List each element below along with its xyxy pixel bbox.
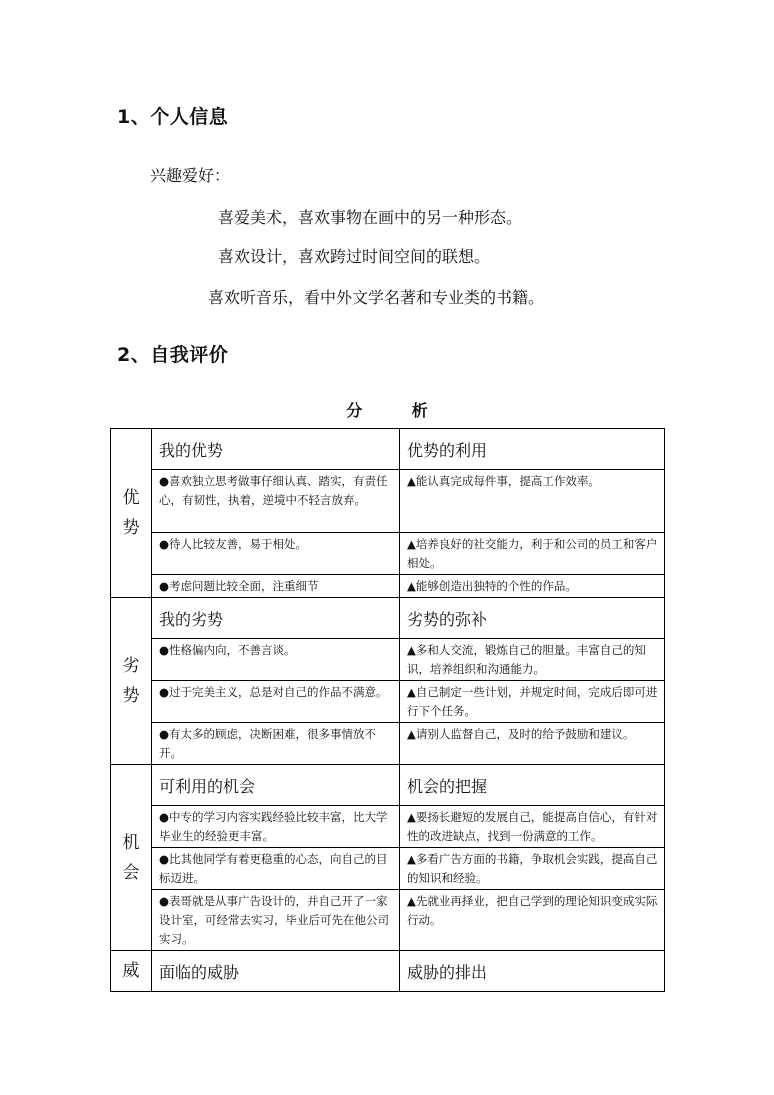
section-2-title: 2、自我评价 — [117, 344, 229, 366]
weakness-fix-item: ▲自己制定一些计划，并规定时间，完成后即可进行下个任务。 — [400, 681, 665, 723]
opportunity-grasp-item: ▲多看广告方面的书籍，争取机会实践，提高自己的知识和经验。 — [400, 848, 665, 890]
weakness-fix-item: ▲多和人交流，锻炼自己的胆量。丰富自己的知识，培养组织和沟通能力。 — [400, 639, 665, 681]
weaknesses-header-row — [111, 598, 665, 639]
table-row — [111, 681, 665, 723]
opportunity-item: ●表哥就是从事广告设计的，并自己开了一家设计室，可经常去实习，毕业后可先在他公司实习。 — [152, 890, 400, 951]
weakness-fix-item: ▲请别人监督自己，及时的给予鼓励和建议。 — [400, 723, 665, 765]
strengths-category: 优 势 — [111, 429, 152, 598]
weaknesses-head-right: 劣势的弥补 — [400, 598, 665, 639]
table-caption: 分 析 — [346, 401, 450, 420]
opportunity-item: ●比其他同学有着更稳重的心态，向自己的目标迈进。 — [152, 848, 400, 890]
strengths-head-right: 优势的利用 — [400, 429, 665, 470]
strengths-head-left: 我的优势 — [152, 429, 400, 470]
threats-head-right: 威胁的排出 — [400, 951, 665, 992]
hobby-label: 兴趣爱好： — [150, 166, 231, 185]
table-row — [111, 639, 665, 681]
table-row — [111, 806, 665, 848]
table-row — [111, 723, 665, 765]
table-row — [111, 575, 665, 598]
weakness-item: ●有太多的顾虑，决断困难，很多事情放不开。 — [152, 723, 400, 765]
opportunity-grasp-item: ▲要扬长避短的发展自己，能提高自信心，有针对性的改进缺点，找到一份满意的工作。 — [400, 806, 665, 848]
swot-table — [110, 428, 665, 992]
strength-use-item: ▲能够创造出独特的个性的作品。 — [400, 575, 665, 598]
opportunities-category: 机 会 — [111, 765, 152, 951]
table-row — [111, 470, 665, 533]
weakness-item: ●性格偏内向，不善言谈。 — [152, 639, 400, 681]
strength-item: ●考虑问题比较全面，注重细节 — [152, 575, 400, 598]
weaknesses-head-left: 我的劣势 — [152, 598, 400, 639]
hobby-line-2: 喜欢设计，喜欢跨过时间空间的联想。 — [218, 247, 491, 266]
strength-item: ●待人比较友善，易于相处。 — [152, 533, 400, 575]
strengths-header-row — [111, 429, 665, 470]
opportunity-item: ●中专的学习内容实践经验比较丰富，比大学毕业生的经验更丰富。 — [152, 806, 400, 848]
strength-item: ●喜欢独立思考做事仔细认真、踏实，有责任心，有韧性，执着，逆境中不轻言放弃。 — [152, 470, 400, 533]
table-row — [111, 533, 665, 575]
weaknesses-category: 劣 势 — [111, 598, 152, 765]
threats-header-row — [111, 951, 665, 992]
table-row — [111, 848, 665, 890]
opportunity-grasp-item: ▲先就业再择业，把自己学到的理论知识变成实际行动。 — [400, 890, 665, 951]
opportunities-header-row — [111, 765, 665, 806]
weakness-item: ●过于完美主义，总是对自己的作品不满意。 — [152, 681, 400, 723]
opportunities-head-left: 可利用的机会 — [152, 765, 400, 806]
threats-head-left: 面临的威胁 — [152, 951, 400, 992]
threats-category: 威 — [111, 951, 152, 992]
opportunities-head-right: 机会的把握 — [400, 765, 665, 806]
hobby-line-3: 喜欢听音乐，看中外文学名著和专业类的书籍。 — [208, 288, 545, 307]
strength-use-item: ▲培养良好的社交能力，利于和公司的员工和客户相处。 — [400, 533, 665, 575]
strength-use-item: ▲能认真完成每件事，提高工作效率。 — [400, 470, 665, 533]
section-1-title: 1、个人信息 — [117, 106, 229, 128]
hobby-line-1: 喜爱美术，喜欢事物在画中的另一种形态。 — [218, 208, 523, 227]
table-row — [111, 890, 665, 951]
